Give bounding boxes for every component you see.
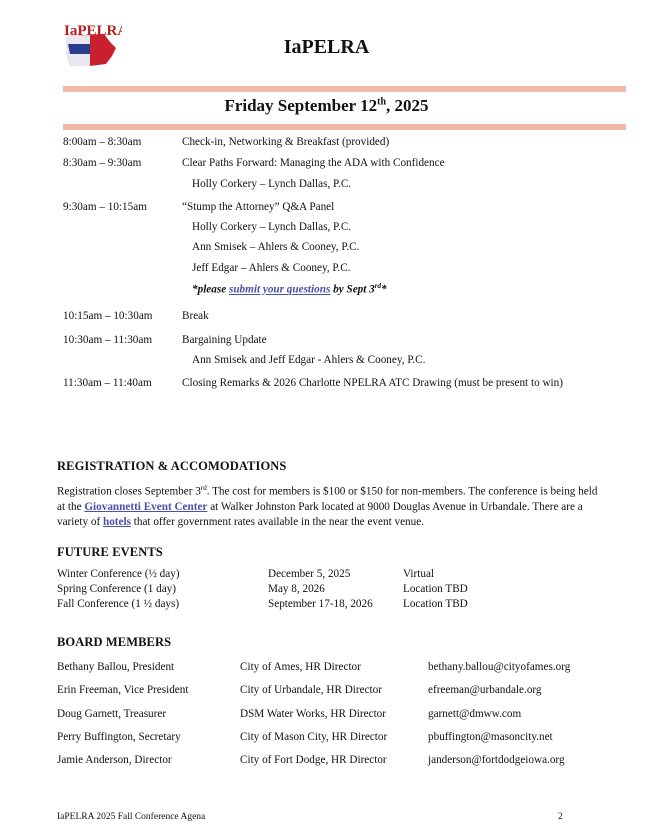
hotels-link[interactable]: hotels xyxy=(102,515,131,528)
board-member-name: Perry Buffington, Secretary xyxy=(57,731,181,743)
schedule-time: 8:00am – 8:30am xyxy=(63,136,142,148)
event-name: Spring Conference (1 day) xyxy=(57,583,176,595)
event-location: Location TBD xyxy=(403,583,468,595)
board-members-heading: BOARD MEMBERS xyxy=(57,635,172,649)
board-member-name: Erin Freeman, Vice President xyxy=(57,684,189,696)
board-member-email: efreeman@urbandale.org xyxy=(428,684,542,696)
schedule-time: 9:30am – 10:15am xyxy=(63,201,147,213)
schedule-speaker: Holly Corkery – Lynch Dallas, P.C. xyxy=(192,221,352,233)
board-member-email: pbuffington@masoncity.net xyxy=(428,731,553,743)
schedule-title: “Stump the Attorney” Q&A Panel xyxy=(182,201,335,213)
schedule-speaker: Holly Corkery – Lynch Dallas, P.C. xyxy=(192,178,352,190)
board-member-email: janderson@fortdodgeiowa.org xyxy=(428,754,565,766)
event-date: May 8, 2026 xyxy=(268,583,325,595)
submit-questions-link[interactable]: submit your questions xyxy=(228,283,331,296)
event-date: September 17-18, 2026 xyxy=(268,598,373,610)
page-number: 2 xyxy=(558,812,563,822)
future-events-heading: FUTURE EVENTS xyxy=(57,545,163,559)
schedule-speaker: Ann Smisek and Jeff Edgar - Ahlers & Cooney, P.C. xyxy=(192,354,426,366)
board-member-org: DSM Water Works, HR Director xyxy=(240,708,386,720)
schedule-speaker: Ann Smisek – Ahlers & Cooney, P.C. xyxy=(192,241,360,253)
schedule-time: 11:30am – 11:40am xyxy=(63,377,152,389)
board-member-email: bethany.ballou@cityofames.org xyxy=(428,661,571,673)
event-name: Fall Conference (1 ½ days) xyxy=(57,598,180,610)
schedule-title: Clear Paths Forward: Managing the ADA with Confidence xyxy=(182,157,445,169)
board-member-name: Jamie Anderson, Director xyxy=(57,754,172,766)
event-date: December 5, 2025 xyxy=(268,568,351,580)
board-member-org: City of Mason City, HR Director xyxy=(240,731,388,743)
logo-lettering: IaPELRA xyxy=(64,23,122,39)
board-member-email: garnett@dmww.com xyxy=(428,708,522,720)
schedule-title: Closing Remarks & 2026 Charlotte NPELRA ATC Drawing (must be present to win) xyxy=(182,377,563,389)
event-location: Location TBD xyxy=(403,598,468,610)
event-location: Virtual xyxy=(403,568,435,580)
board-member-org: City of Ames, HR Director xyxy=(240,661,361,673)
footer-title: IaPELRA 2025 Fall Conference Agena xyxy=(57,812,206,822)
board-member-org: City of Fort Dodge, HR Director xyxy=(240,754,387,766)
event-center-link[interactable]: Giovannetti Event Center xyxy=(84,500,208,513)
schedule-time: 8:30am – 9:30am xyxy=(63,157,142,169)
schedule-title: Break xyxy=(182,310,209,322)
registration-heading: REGISTRATION & ACCOMODATIONS xyxy=(57,459,287,473)
event-name: Winter Conference (½ day) xyxy=(57,568,180,580)
board-member-name: Doug Garnett, Treasurer xyxy=(57,708,167,720)
schedule-title: Check-in, Networking & Breakfast (provided) xyxy=(182,136,390,148)
schedule-time: 10:15am – 10:30am xyxy=(63,310,153,322)
board-member-name: Bethany Ballou, President xyxy=(57,661,175,673)
divider-top xyxy=(63,86,626,92)
registration-paragraph: Registration closes September 3rd. The cost for members is $100 or $150 for non-members. The conference is being held at the Giovannetti Event Center at Walker Johnston Park located at 9000 Douglas Avenue in Urbandale. There are a variety of hotels that offer government rates available in the near the event venue. xyxy=(57,484,598,528)
page-title: IaPELRA xyxy=(283,36,370,58)
schedule-title: Bargaining Update xyxy=(182,334,267,346)
schedule-time: 10:30am – 11:30am xyxy=(63,334,153,346)
schedule-speaker: Jeff Edgar – Ahlers & Cooney, P.C. xyxy=(192,262,351,274)
day-heading: Friday September 12th, 2025 xyxy=(224,96,429,115)
submit-questions-note: *please submit your questions by Sept 3rd* xyxy=(192,282,387,296)
divider-bottom xyxy=(63,124,626,130)
board-member-org: City of Urbandale, HR Director xyxy=(240,684,382,696)
